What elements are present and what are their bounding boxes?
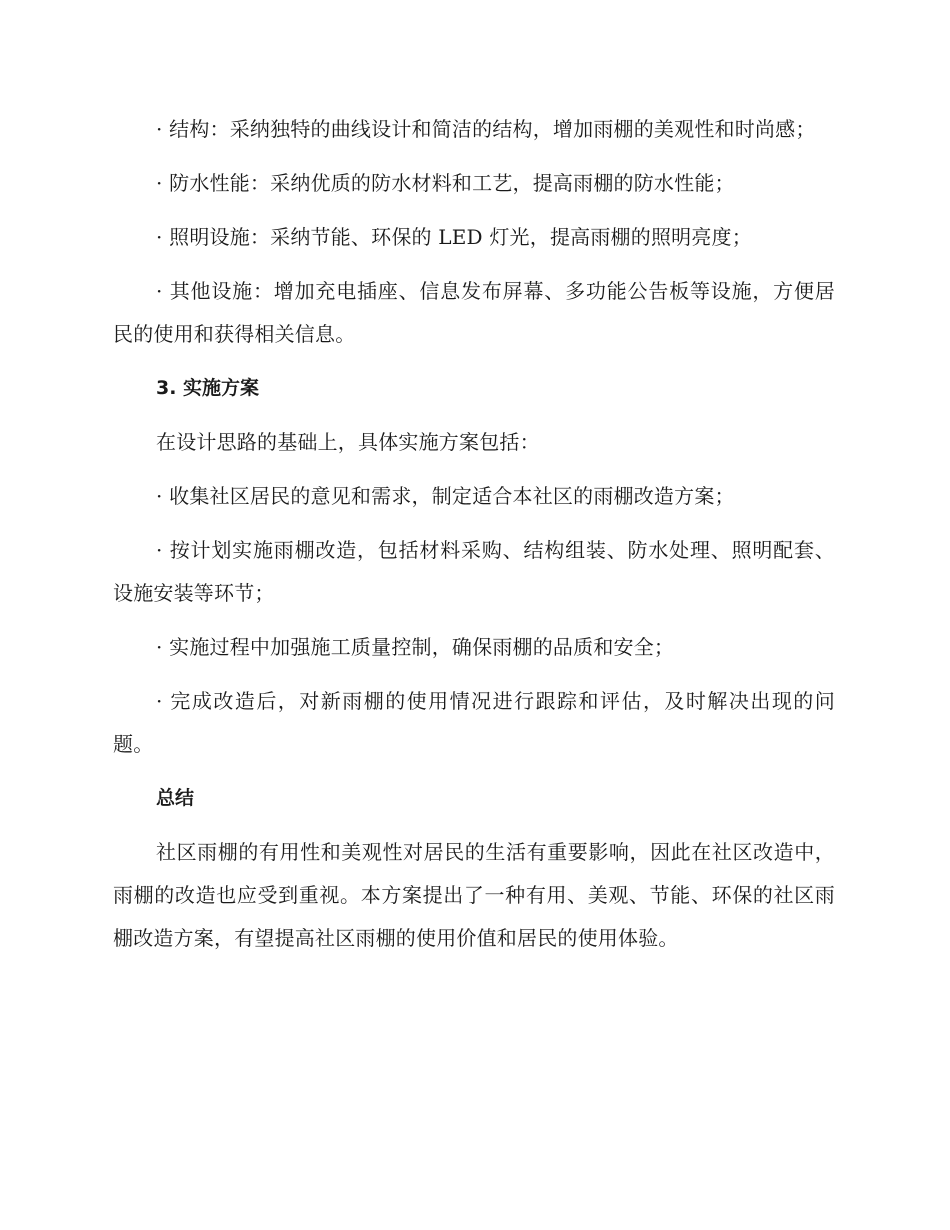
summary-paragraph: 社区雨棚的有用性和美观性对居民的生活有重要影响，因此在社区改造中，雨棚的改造也应受到重视。本方案提出了一种有用、美观、节能、环保的社区雨棚改造方案，有望提高社区雨棚的使用价值和居民的使用体验。 [113,840,835,950]
implementation-item-collect: · 收集社区居民的意见和需求，制定适合本社区的雨棚改造方案； [156,484,735,508]
implementation-item-evaluate: · 完成改造后，对新雨棚的使用情况进行跟踪和评估，及时解决出现的问题。 [113,689,835,756]
implementation-intro: 在设计思路的基础上，具体实施方案包括： [156,430,540,454]
implementation-item-quality: · 实施过程中加强施工质量控制，确保雨棚的品质和安全； [156,635,675,659]
document-body [113,108,835,971]
section-heading-summary: 总结 [156,787,195,809]
section-heading-implementation: 3. 实施方案 [156,377,260,399]
bullet-structure: · 结构：采纳独特的曲线设计和简洁的结构，增加雨棚的美观性和时尚感； [156,117,816,141]
implementation-item-execute: · 按计划实施雨棚改造，包括材料采购、结构组装、防水处理、照明配套、设施安装等环节； [113,538,835,605]
bullet-lighting: · 照明设施：采纳节能、环保的 LED 灯光，提高雨棚的照明亮度； [156,225,752,249]
bullet-waterproof: · 防水性能：采纳优质的防水材料和工艺，提高雨棚的防水性能； [156,171,735,195]
bullet-other-facilities: · 其他设施：增加充电插座、信息发布屏幕、多功能公告板等设施，方便居民的使用和获得相关信息。 [113,279,835,346]
